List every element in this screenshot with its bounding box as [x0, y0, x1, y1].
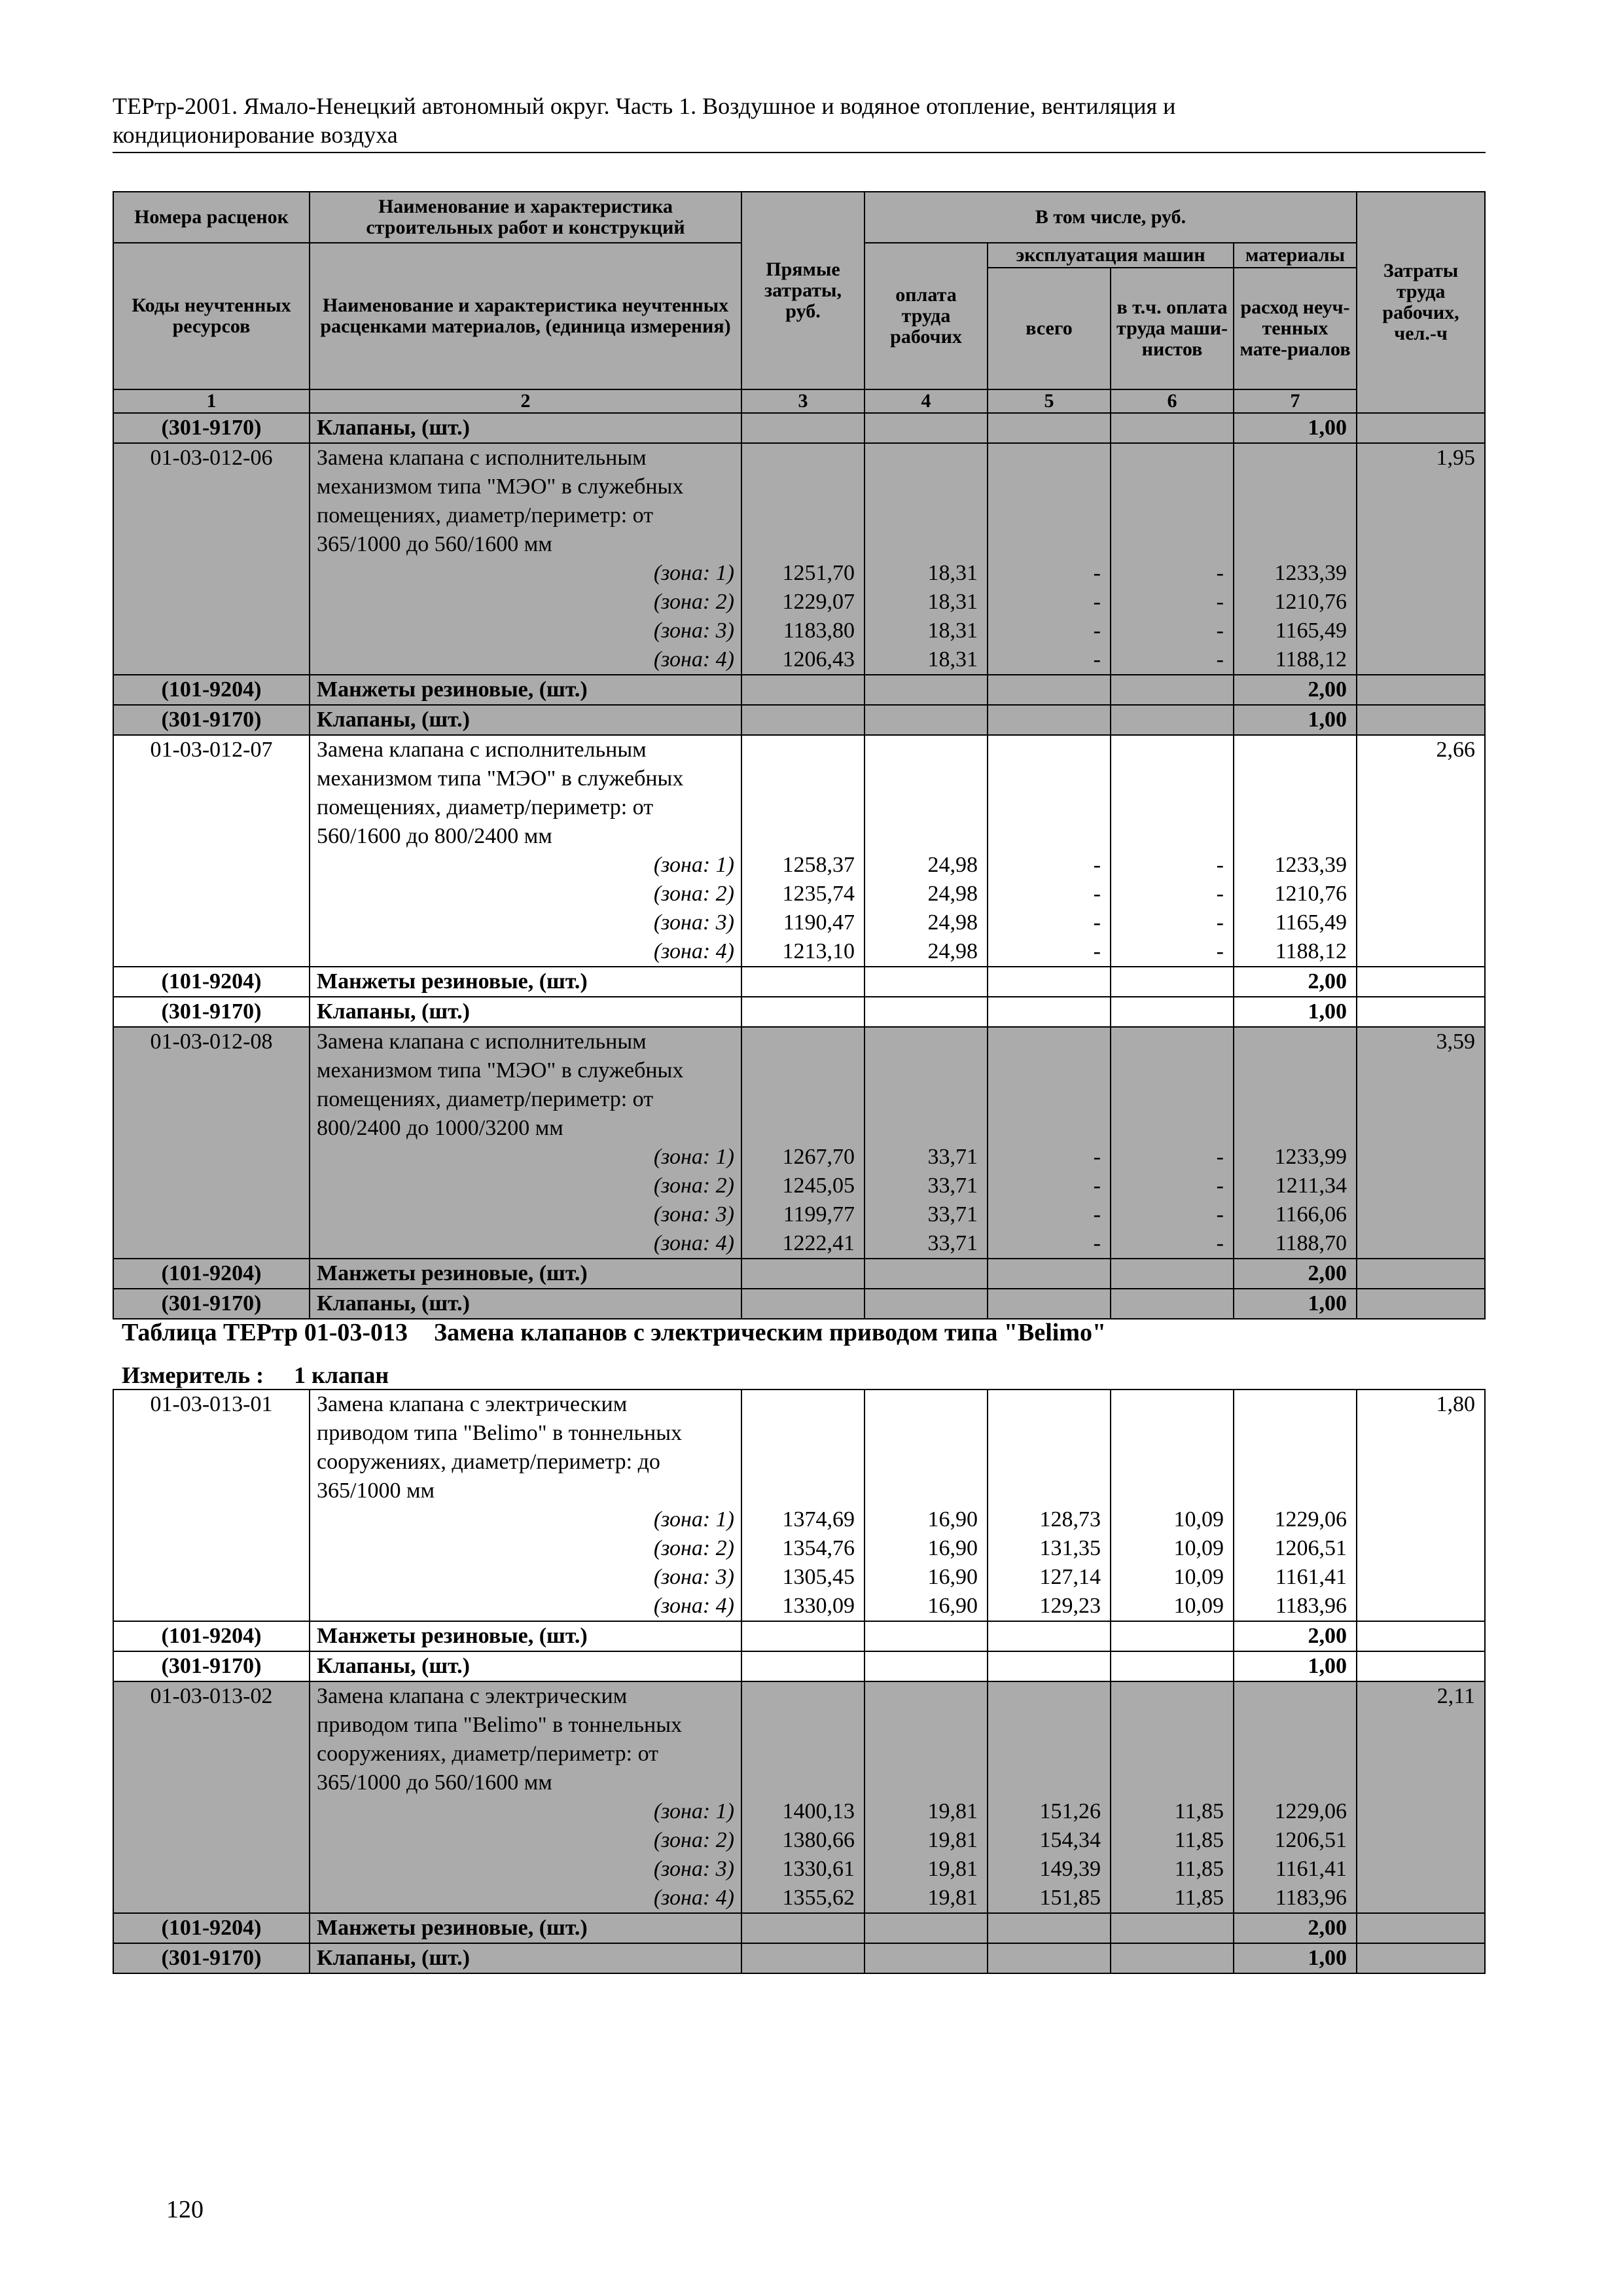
direct-costs-cell: [741, 735, 865, 967]
rates-table-01-03-013: [113, 1389, 1486, 1974]
resource-row: [113, 413, 1485, 443]
worker-pay-value: 18,31: [927, 619, 978, 643]
direct-cost-value: 1199,77: [783, 1202, 855, 1227]
rate-row: [113, 443, 1485, 675]
materials-value: 1210,76: [1274, 882, 1347, 906]
machines-value: -: [1093, 1202, 1101, 1227]
operator-pay-value: -: [1216, 561, 1224, 585]
materials-value: 1165,49: [1275, 910, 1347, 935]
resource-row: [113, 997, 1485, 1027]
resource-code: (301-9170): [113, 1943, 310, 1973]
worker-pay-value: 19,81: [927, 1857, 978, 1881]
rate-row: [113, 1390, 1485, 1621]
description-line: Замена клапана с исполнительным: [317, 738, 647, 762]
machines-cell: [988, 1681, 1111, 1913]
resource-name: Клапаны, (шт.): [310, 997, 741, 1027]
direct-cost-value: 1206,43: [782, 647, 855, 672]
resource-qty: 2,00: [1234, 1621, 1357, 1651]
header-rate-numbers: Номера расценок: [113, 192, 310, 243]
labor-costs-value: 3,59: [1357, 1027, 1485, 1259]
machines-value: -: [1093, 1231, 1101, 1255]
header-machines-total: всего: [988, 268, 1111, 389]
zone-label: (зона: 1): [653, 853, 734, 877]
resource-qty: 1,00: [1234, 705, 1357, 735]
worker-pay-value: 24,98: [927, 939, 978, 963]
zone-label: (зона: 2): [653, 882, 734, 906]
materials-cell: [1234, 443, 1357, 675]
operator-pay-cell: [1111, 1681, 1234, 1913]
zone-label: (зона: 4): [653, 1886, 734, 1910]
header-direct-costs: Прямые затраты, руб.: [741, 192, 865, 389]
description-line: 560/1600 до 800/2400 мм: [317, 824, 552, 848]
column-number: 2: [310, 389, 741, 413]
materials-value: 1188,12: [1275, 647, 1347, 672]
direct-cost-value: 1229,07: [782, 590, 855, 614]
description-line: приводом типа "Belimo" в тоннельных: [317, 1713, 683, 1737]
materials-cell: [1234, 735, 1357, 967]
labor-costs-value: 2,66: [1357, 735, 1485, 967]
direct-cost-value: 1374,69: [782, 1507, 855, 1532]
materials-value: 1233,99: [1274, 1145, 1347, 1169]
worker-pay-value: 16,90: [927, 1507, 978, 1532]
resource-code: (301-9170): [113, 1651, 310, 1681]
header-unaccounted-materials: расход неуч-тенных мате-риалов: [1234, 268, 1357, 389]
machines-value: -: [1093, 647, 1101, 672]
measure-unit: [122, 1361, 419, 1389]
worker-pay-cell: [865, 1390, 988, 1621]
resource-qty: 1,00: [1234, 1943, 1357, 1973]
operator-pay-cell: [1111, 1027, 1234, 1259]
measure-label: Измеритель :: [122, 1362, 264, 1388]
description-line: помещениях, диаметр/периметр: от: [317, 1087, 654, 1111]
zone-label: (зона: 1): [653, 1507, 734, 1532]
direct-cost-value: 1258,37: [782, 853, 855, 877]
zone-label: (зона: 4): [653, 939, 734, 963]
machines-value: -: [1093, 590, 1101, 614]
worker-pay-cell: [865, 1027, 988, 1259]
direct-cost-value: 1183,80: [783, 619, 855, 643]
worker-pay-value: 19,81: [927, 1886, 978, 1910]
worker-pay-value: 18,31: [927, 647, 978, 672]
worker-pay-value: 16,90: [927, 1565, 978, 1589]
rate-description: [310, 1390, 741, 1621]
rate-description: [310, 735, 741, 967]
worker-pay-value: 33,71: [927, 1145, 978, 1169]
zone-label: (зона: 1): [653, 1799, 734, 1823]
zone-label: (зона: 2): [653, 1828, 734, 1852]
resource-code: (101-9204): [113, 967, 310, 997]
machines-value: 131,35: [1039, 1536, 1101, 1560]
resource-name: Манжеты резиновые, (шт.): [310, 967, 741, 997]
description-line: Замена клапана с электрическим: [317, 1392, 628, 1416]
zone-label: (зона: 1): [653, 561, 734, 585]
operator-pay-value: 11,85: [1174, 1886, 1224, 1910]
materials-value: 1233,39: [1274, 561, 1347, 585]
materials-value: 1210,76: [1274, 590, 1347, 614]
resource-code: (301-9170): [113, 705, 310, 735]
machines-value: -: [1093, 882, 1101, 906]
operator-pay-cell: [1111, 1390, 1234, 1621]
materials-value: 1229,06: [1274, 1507, 1347, 1532]
machines-value: 149,39: [1039, 1857, 1101, 1881]
direct-cost-value: 1213,10: [782, 939, 855, 963]
resource-name: Клапаны, (шт.): [310, 1943, 741, 1973]
operator-pay-value: 10,09: [1173, 1594, 1224, 1618]
materials-value: 1166,06: [1275, 1202, 1347, 1227]
resource-code: (301-9170): [113, 1289, 310, 1319]
labor-costs-value: 1,95: [1357, 443, 1485, 675]
direct-cost-value: 1355,62: [782, 1886, 855, 1910]
zone-label: (зона: 3): [653, 910, 734, 935]
worker-pay-cell: [865, 1681, 988, 1913]
rate-code: 01-03-012-06: [113, 443, 310, 675]
description-line: помещениях, диаметр/периметр: от: [317, 503, 654, 528]
description-line: 365/1000 мм: [317, 1479, 435, 1503]
machines-value: -: [1093, 1145, 1101, 1169]
header-labor-costs: Затраты труда рабочих, чел.-ч: [1357, 192, 1485, 413]
header-resource-codes: Коды неучтенных ресурсов: [113, 243, 310, 389]
header-work-name: Наименование и характеристика строительных работ и конструкций: [310, 192, 741, 243]
direct-cost-value: 1380,66: [782, 1828, 855, 1852]
description-line: 365/1000 до 560/1600 мм: [317, 532, 552, 556]
worker-pay-value: 16,90: [927, 1594, 978, 1618]
resource-code: (101-9204): [113, 1621, 310, 1651]
machines-value: -: [1093, 939, 1101, 963]
worker-pay-value: 33,71: [927, 1202, 978, 1227]
machines-value: 151,85: [1039, 1886, 1101, 1910]
resource-qty: 2,00: [1234, 967, 1357, 997]
worker-pay-value: 24,98: [927, 910, 978, 935]
operator-pay-value: 11,85: [1174, 1828, 1224, 1852]
operator-pay-value: 10,09: [1173, 1507, 1224, 1532]
description-line: механизмом типа "МЭО" в служебных: [317, 1058, 684, 1083]
description-line: механизмом типа "МЭО" в служебных: [317, 475, 684, 499]
machines-value: 129,23: [1039, 1594, 1101, 1618]
description-line: механизмом типа "МЭО" в служебных: [317, 766, 684, 791]
machines-cell: [988, 1027, 1111, 1259]
operator-pay-value: -: [1216, 1174, 1224, 1198]
resource-qty: 2,00: [1234, 1913, 1357, 1943]
materials-value: 1233,39: [1274, 853, 1347, 877]
description-line: 365/1000 до 560/1600 мм: [317, 1770, 552, 1795]
resource-name: Клапаны, (шт.): [310, 705, 741, 735]
labor-costs-value: 2,11: [1357, 1681, 1485, 1913]
table-title-name: Замена клапанов с электрическим приводом типа "Belimo": [434, 1319, 1107, 1346]
machines-value: -: [1093, 561, 1101, 585]
description-line: 800/2400 до 1000/3200 мм: [317, 1116, 563, 1140]
direct-costs-cell: [741, 1027, 865, 1259]
materials-value: 1165,49: [1275, 619, 1347, 643]
direct-cost-value: 1190,47: [783, 910, 855, 935]
header-machine-operation: эксплуатация машин: [988, 243, 1234, 268]
column-number: 1: [113, 389, 310, 413]
worker-pay-value: 24,98: [927, 853, 978, 877]
zone-label: (зона: 2): [653, 1536, 734, 1560]
worker-pay-value: 24,98: [927, 882, 978, 906]
direct-cost-value: 1235,74: [782, 882, 855, 906]
table-title-code: Таблица ТЕРтр 01-03-013: [122, 1319, 408, 1346]
worker-pay-value: 18,31: [927, 561, 978, 585]
resource-code: (101-9204): [113, 1259, 310, 1289]
measure-value: 1 клапан: [294, 1362, 389, 1388]
operator-pay-value: -: [1216, 647, 1224, 672]
resource-code: (301-9170): [113, 997, 310, 1027]
materials-value: 1161,41: [1275, 1565, 1347, 1589]
machines-value: 151,26: [1039, 1799, 1101, 1823]
resource-row: [113, 1289, 1485, 1319]
page-number: 120: [166, 2196, 204, 2223]
direct-cost-value: 1305,45: [782, 1565, 855, 1589]
direct-costs-cell: [741, 1681, 865, 1913]
resource-qty: 2,00: [1234, 1259, 1357, 1289]
running-header: [113, 92, 1486, 153]
resource-name: Манжеты резиновые, (шт.): [310, 1259, 741, 1289]
operator-pay-value: -: [1216, 590, 1224, 614]
zone-label: (зона: 2): [653, 590, 734, 614]
operator-pay-value: -: [1216, 882, 1224, 906]
worker-pay-value: 19,81: [927, 1828, 978, 1852]
worker-pay-value: 33,71: [927, 1231, 978, 1255]
header-worker-pay: оплата труда рабочих: [865, 243, 988, 389]
resource-qty: 1,00: [1234, 1289, 1357, 1319]
resource-code: (301-9170): [113, 413, 310, 443]
direct-costs-cell: [741, 443, 865, 675]
machines-value: -: [1093, 853, 1101, 877]
column-number: 4: [865, 389, 988, 413]
direct-cost-value: 1222,41: [782, 1231, 855, 1255]
column-number: 6: [1111, 389, 1234, 413]
rate-row: [113, 1027, 1485, 1259]
rate-code: 01-03-012-08: [113, 1027, 310, 1259]
zone-label: (зона: 3): [653, 1565, 734, 1589]
resource-row: [113, 675, 1485, 705]
description-line: сооружениях, диаметр/периметр: до: [317, 1450, 660, 1474]
direct-cost-value: 1267,70: [782, 1145, 855, 1169]
zone-label: (зона: 4): [653, 1231, 734, 1255]
resource-name: Клапаны, (шт.): [310, 413, 741, 443]
operator-pay-value: -: [1216, 910, 1224, 935]
description-line: Замена клапана с исполнительным: [317, 446, 647, 470]
zone-label: (зона: 1): [653, 1145, 734, 1169]
column-number: 5: [988, 389, 1111, 413]
resource-row: [113, 1259, 1485, 1289]
direct-cost-value: 1400,13: [782, 1799, 855, 1823]
header-including: В том числе, руб.: [865, 192, 1357, 243]
resource-row: [113, 1913, 1485, 1943]
rate-code: 01-03-013-01: [113, 1390, 310, 1621]
materials-value: 1206,51: [1274, 1536, 1347, 1560]
materials-value: 1161,41: [1275, 1857, 1347, 1881]
resource-code: (101-9204): [113, 1913, 310, 1943]
operator-pay-value: -: [1216, 1145, 1224, 1169]
table-title: [122, 1318, 1132, 1347]
header-materials: материалы: [1234, 243, 1357, 268]
materials-value: 1211,34: [1275, 1174, 1347, 1198]
resource-qty: 1,00: [1234, 997, 1357, 1027]
operator-pay-value: -: [1216, 1231, 1224, 1255]
operator-pay-value: 10,09: [1173, 1565, 1224, 1589]
resource-qty: 1,00: [1234, 413, 1357, 443]
description-line: помещениях, диаметр/периметр: от: [317, 795, 654, 819]
rate-description: [310, 443, 741, 675]
worker-pay-cell: [865, 443, 988, 675]
resource-name: Манжеты резиновые, (шт.): [310, 675, 741, 705]
operator-pay-value: -: [1216, 619, 1224, 643]
running-header-line-1: ТЕРтр-2001. Ямало-Ненецкий автономный округ. Часть 1. Воздушное и водяное отопление, вентиляция и: [113, 93, 1176, 119]
operator-pay-value: -: [1216, 939, 1224, 963]
materials-cell: [1234, 1390, 1357, 1621]
resource-row: [113, 705, 1485, 735]
materials-value: 1229,06: [1274, 1799, 1347, 1823]
rate-description: [310, 1027, 741, 1259]
resource-row: [113, 1651, 1485, 1681]
worker-pay-value: 18,31: [927, 590, 978, 614]
rate-code: 01-03-013-02: [113, 1681, 310, 1913]
machines-value: 154,34: [1039, 1828, 1101, 1852]
materials-cell: [1234, 1027, 1357, 1259]
materials-value: 1206,51: [1274, 1828, 1347, 1852]
description-line: сооружениях, диаметр/периметр: от: [317, 1742, 658, 1766]
worker-pay-value: 33,71: [927, 1174, 978, 1198]
resource-name: Клапаны, (шт.): [310, 1289, 741, 1319]
column-number: 3: [741, 389, 865, 413]
direct-cost-value: 1330,09: [782, 1594, 855, 1618]
zone-label: (зона: 4): [653, 647, 734, 672]
resource-name: Манжеты резиновые, (шт.): [310, 1621, 741, 1651]
operator-pay-value: -: [1216, 1202, 1224, 1227]
machines-cell: [988, 735, 1111, 967]
rate-code: 01-03-012-07: [113, 735, 310, 967]
direct-cost-value: 1245,05: [782, 1174, 855, 1198]
zone-label: (зона: 3): [653, 1857, 734, 1881]
resource-qty: 1,00: [1234, 1651, 1357, 1681]
zone-label: (зона: 3): [653, 1202, 734, 1227]
resource-row: [113, 1943, 1485, 1973]
materials-value: 1188,12: [1275, 939, 1347, 963]
machines-value: -: [1093, 619, 1101, 643]
operator-pay-cell: [1111, 735, 1234, 967]
machines-value: -: [1093, 910, 1101, 935]
description-line: Замена клапана с электрическим: [317, 1684, 628, 1708]
resource-name: Манжеты резиновые, (шт.): [310, 1913, 741, 1943]
operator-pay-value: 11,85: [1174, 1857, 1224, 1881]
rate-row: [113, 735, 1485, 967]
rate-description: [310, 1681, 741, 1913]
materials-value: 1188,70: [1275, 1231, 1347, 1255]
resource-row: [113, 1621, 1485, 1651]
zone-label: (зона: 3): [653, 619, 734, 643]
direct-cost-value: 1354,76: [782, 1536, 855, 1560]
machines-cell: [988, 443, 1111, 675]
worker-pay-cell: [865, 735, 988, 967]
materials-value: 1183,96: [1275, 1886, 1347, 1910]
resource-row: [113, 967, 1485, 997]
operator-pay-value: -: [1216, 853, 1224, 877]
operator-pay-value: 11,85: [1174, 1799, 1224, 1823]
direct-costs-cell: [741, 1390, 865, 1621]
direct-cost-value: 1330,61: [782, 1857, 855, 1881]
labor-costs-value: 1,80: [1357, 1390, 1485, 1621]
direct-cost-value: 1251,70: [782, 561, 855, 585]
machines-value: 128,73: [1039, 1507, 1101, 1532]
machines-value: 127,14: [1039, 1565, 1101, 1589]
rates-table-01-03-012: [113, 191, 1486, 1319]
description-line: приводом типа "Belimo" в тоннельных: [317, 1421, 683, 1445]
running-header-line-2: кондиционирование воздуха: [113, 122, 398, 148]
machines-value: -: [1093, 1174, 1101, 1198]
materials-cell: [1234, 1681, 1357, 1913]
column-number: 7: [1234, 389, 1357, 413]
operator-pay-value: 10,09: [1173, 1536, 1224, 1560]
resource-code: (101-9204): [113, 675, 310, 705]
header-material-name: Наименование и характеристика неучтенных расценками материалов, (единица измерения): [310, 243, 741, 389]
zone-label: (зона: 2): [653, 1174, 734, 1198]
worker-pay-value: 19,81: [927, 1799, 978, 1823]
worker-pay-value: 16,90: [927, 1536, 978, 1560]
resource-qty: 2,00: [1234, 675, 1357, 705]
description-line: Замена клапана с исполнительным: [317, 1030, 647, 1054]
materials-value: 1183,96: [1275, 1594, 1347, 1618]
rate-row: [113, 1681, 1485, 1913]
resource-name: Клапаны, (шт.): [310, 1651, 741, 1681]
zone-label: (зона: 4): [653, 1594, 734, 1618]
operator-pay-cell: [1111, 443, 1234, 675]
header-operator-pay: в т.ч. оплата труда маши-нистов: [1111, 268, 1234, 389]
machines-cell: [988, 1390, 1111, 1621]
